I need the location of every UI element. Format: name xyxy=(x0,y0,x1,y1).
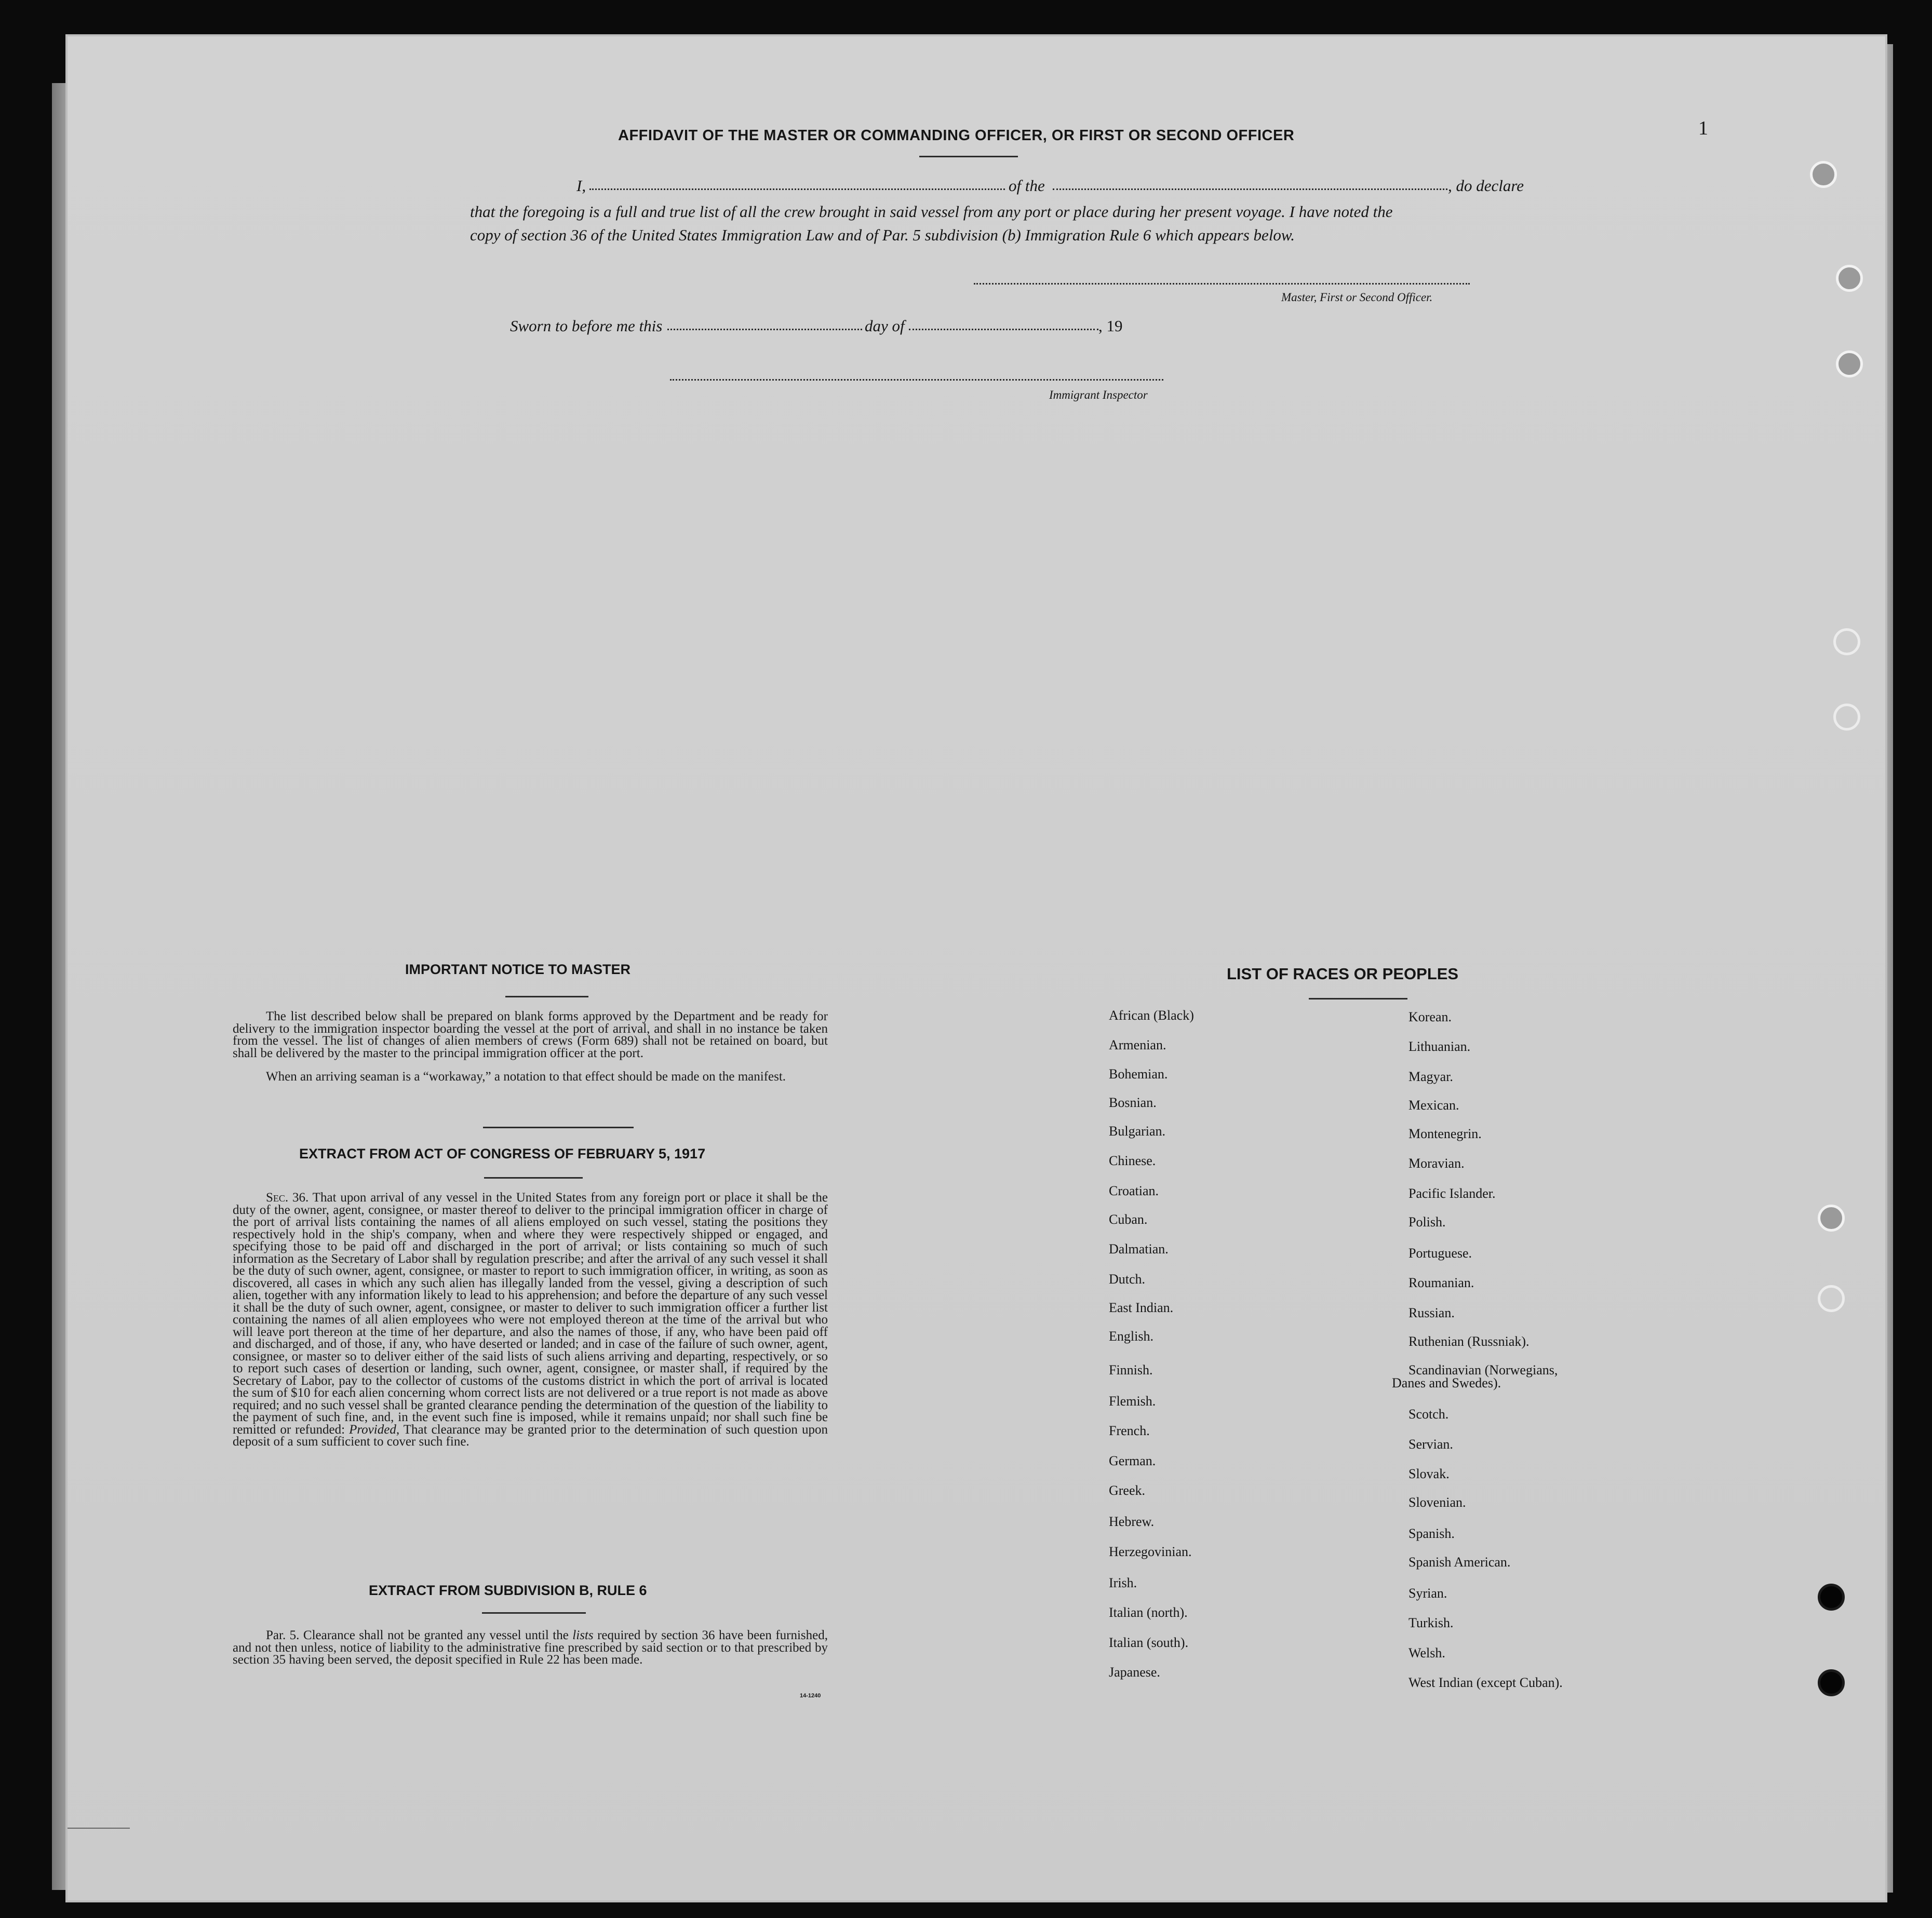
race-item: Portuguese. xyxy=(1408,1246,1472,1261)
sec-text-end: That clearance may be granted prior to the determination of such question upon deposit of a sum sufficient to cover such fine. xyxy=(233,1422,828,1449)
race-item: German. xyxy=(1109,1453,1156,1468)
notice-title: IMPORTANT NOTICE TO MASTER xyxy=(405,962,630,977)
punch-hole-icon xyxy=(1810,161,1837,188)
punch-hole-icon xyxy=(1836,350,1863,377)
race-item: Scandinavian (Norwegians, xyxy=(1408,1362,1558,1377)
race-item: Croatian. xyxy=(1109,1183,1159,1198)
race-item: Montenegrin. xyxy=(1408,1126,1482,1141)
par-text: Clearance shall not be granted any vessel until the xyxy=(303,1628,569,1642)
race-item: Mexican. xyxy=(1408,1098,1459,1113)
race-item: Hebrew. xyxy=(1109,1514,1155,1529)
sec-label: Sec. 36. xyxy=(266,1191,309,1205)
race-item: Armenian. xyxy=(1109,1037,1166,1052)
document-page xyxy=(68,36,1885,1900)
affidavit-title: AFFIDAVIT OF THE MASTER OR COMMANDING OFFICER, OR FIRST OR SECOND OFFICER xyxy=(618,127,1295,144)
sworn-prefix: Sworn to before me this xyxy=(510,317,663,335)
race-item: Korean. xyxy=(1408,1009,1452,1024)
races-underline xyxy=(1309,998,1407,999)
race-item: Bulgarian. xyxy=(1109,1124,1166,1139)
notice-paragraph-2: When an arriving seaman is a “workaway,” a notation to that effect should be made on the manifest. xyxy=(266,1070,786,1084)
race-item: Slovak. xyxy=(1408,1466,1450,1481)
sec-text: That upon arrival of any vessel in the United States from any foreign port or place it shall be the duty of the owner, agent, consignee, or master thereof to deliver to the principal immigration officer in charge of the port of arrival lists containing the names of all aliens employed on such vessel, stating the positions they respectively hold in the ship's company, when and where they were respectively shipped or engaged, and specifying those to be paid off and discharged in the port of arrival; or lists containing so much of such information as the Secretary of Labor shall by regulation prescribe; and after the arrival of any such vessel it shall be the duty of such owner, agent, consignee, or master to report to such immigration officer, in writing, as soon as discovered, all cases in which any such alien has illegally landed from the vessel, giving a description of such alien, together with any information likely to lead to his apprehension; and before the departure of any such vessel it shall be the duty of such owner, agent, consignee, or master to deliver to such immigration officer a further list containing the names of all alien employees who were not employed thereon at the time of the arrival but who will leave port thereon at the time of her departure, and also the names of those, if any, who have been paid off and discharged, and of those, if any, who have deserted or landed; and in case of the failure of such owner, agent, consignee, or master so to deliver either of the said lists of such aliens arriving and departing, respectively, or so to report such cases of desertion or landing, such owner, agent, consignee, or master shall, if required by the Secretary of Labor, pay to the collector of customs of the customs district in which the port of arrival is located the sum of $10 for each alien concerning whom correct lists are not delivered or a true report is not made as above required; and no such vessel shall be granted clearance pending the determination of the question of the liability to the payment of such fine, and, in the event such fine is imposed, while it remains unpaid; nor shall such fine be remitted or refunded: xyxy=(233,1191,828,1437)
race-item: Herzegovinian. xyxy=(1109,1544,1192,1559)
sworn-day-blank[interactable] xyxy=(667,329,862,330)
race-item: Welsh. xyxy=(1408,1645,1445,1660)
race-item: Japanese. xyxy=(1109,1665,1160,1680)
race-item: French. xyxy=(1109,1423,1150,1438)
affidavit-of-the: of the xyxy=(1009,177,1045,195)
extract-act-text xyxy=(233,1192,828,1448)
race-item: Ruthenian (Russniak). xyxy=(1408,1334,1530,1349)
race-item: Magyar. xyxy=(1408,1069,1453,1084)
form-number: 14-1240 xyxy=(800,1693,821,1699)
extract-rule-title: EXTRACT FROM SUBDIVISION B, RULE 6 xyxy=(369,1583,647,1598)
master-signature-blank[interactable] xyxy=(974,283,1470,285)
affidavit-do-declare: , do declare xyxy=(1448,177,1524,195)
race-item: Turkish. xyxy=(1408,1615,1454,1630)
provided-word: Provided, xyxy=(349,1422,400,1437)
race-item: Syrian. xyxy=(1408,1586,1447,1601)
section-divider xyxy=(483,1127,634,1128)
race-item: Russian. xyxy=(1408,1305,1455,1320)
page-number: 1 xyxy=(1698,117,1708,139)
bottom-mark xyxy=(68,1828,130,1829)
punch-hole-icon xyxy=(1818,1205,1845,1232)
race-item: Bohemian. xyxy=(1109,1066,1168,1082)
race-item: African (Black) xyxy=(1109,1008,1194,1023)
punch-hole-icon xyxy=(1818,1669,1845,1696)
race-item: Moravian. xyxy=(1408,1156,1465,1171)
race-item: Spanish. xyxy=(1408,1526,1455,1541)
race-item: Dalmatian. xyxy=(1109,1241,1169,1257)
race-item: Servian. xyxy=(1408,1437,1453,1452)
race-item: Irish. xyxy=(1109,1575,1137,1590)
sworn-year: , 19 xyxy=(1098,317,1123,335)
race-item: Slovenian. xyxy=(1408,1495,1466,1510)
race-item: Dutch. xyxy=(1109,1272,1146,1287)
punch-hole-icon xyxy=(1836,265,1863,292)
race-item: Italian (north). xyxy=(1109,1605,1188,1620)
punch-hole-icon xyxy=(1833,704,1860,731)
punch-hole-icon xyxy=(1818,1285,1845,1312)
race-item: Finnish. xyxy=(1109,1362,1153,1377)
vessel-blank[interactable] xyxy=(1053,188,1447,190)
race-item: Pacific Islander. xyxy=(1408,1186,1496,1201)
lists-word: lists xyxy=(572,1628,594,1642)
race-item: Danes and Swedes). xyxy=(1392,1375,1501,1390)
race-item: Cuban. xyxy=(1109,1212,1148,1227)
notice-paragraph-1: The list described below shall be prepared on blank forms approved by the Department and be ready for delivery to the immigration inspector boarding the vessel at the port of arrival, and shall in no instance be taken from the vessel. The list of changes of alien members of crews (Form 689) shall not be retained on board, but shall be delivered by the master to the principal immigration officer at the port. xyxy=(233,1009,828,1060)
master-caption: Master, First or Second Officer. xyxy=(1281,291,1433,304)
inspector-signature-blank[interactable] xyxy=(670,379,1163,381)
notice-underline xyxy=(505,996,588,997)
race-item: Italian (south). xyxy=(1109,1635,1189,1650)
race-item: Spanish American. xyxy=(1408,1555,1511,1570)
race-item: English. xyxy=(1109,1329,1153,1344)
race-item: East Indian. xyxy=(1109,1300,1174,1315)
extract-rule-text xyxy=(233,1629,828,1666)
race-item: Chinese. xyxy=(1109,1153,1156,1168)
race-item: Roumanian. xyxy=(1408,1275,1474,1290)
name-blank[interactable] xyxy=(589,188,1005,190)
par-text-end: required by section 36 have been furnished, and not then unless, notice of liability to the administrative fine prescribed by said section or to that prescribed by section 35 having been served, the deposit specified in Rule 22 has been made. xyxy=(233,1628,828,1667)
affidavit-line-3: copy of section 36 of the United States Immigration Law and of Par. 5 subdivision (b) Immigration Rule 6 which appears below. xyxy=(470,226,1295,244)
race-item: West Indian (except Cuban). xyxy=(1408,1675,1563,1690)
extract-rule-underline xyxy=(482,1612,586,1614)
extract-act-title: EXTRACT FROM ACT OF CONGRESS OF FEBRUARY 5, 1917 xyxy=(299,1146,706,1161)
race-item: Lithuanian. xyxy=(1408,1039,1471,1054)
race-item: Greek. xyxy=(1109,1483,1146,1498)
sworn-month-blank[interactable] xyxy=(909,329,1098,330)
affidavit-i: I, xyxy=(576,177,586,195)
punch-hole-icon xyxy=(1818,1584,1845,1611)
title-underline xyxy=(919,156,1018,157)
affidavit-line-2: that the foregoing is a full and true list of all the crew brought in said vessel from any port or place during her present voyage. I have noted the xyxy=(470,202,1393,221)
race-item: Flemish. xyxy=(1109,1394,1156,1409)
punch-hole-icon xyxy=(1833,628,1860,655)
race-item: Bosnian. xyxy=(1109,1095,1157,1110)
par-label: Par. 5. xyxy=(266,1628,300,1642)
inspector-caption: Immigrant Inspector xyxy=(1049,388,1148,401)
races-title: LIST OF RACES OR PEOPLES xyxy=(1227,965,1459,983)
sworn-day-of: day of xyxy=(865,317,905,335)
extract-act-underline xyxy=(484,1177,583,1179)
race-item: Scotch. xyxy=(1408,1407,1449,1422)
race-item: Polish. xyxy=(1408,1214,1446,1230)
